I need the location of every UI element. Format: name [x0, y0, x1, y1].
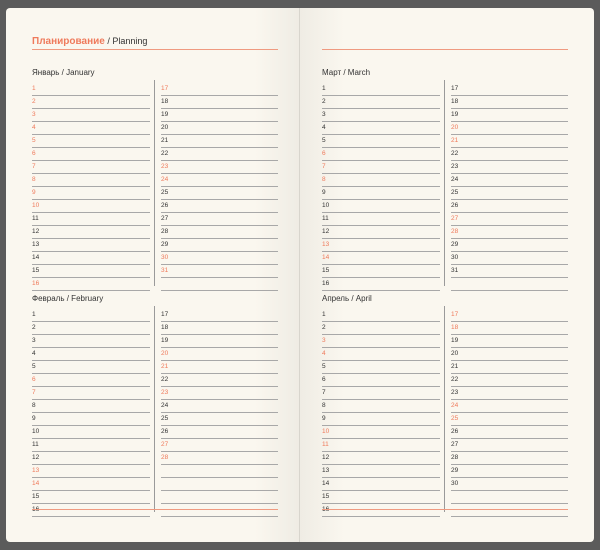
planner-day-row[interactable]	[451, 413, 568, 426]
day-number: 20	[161, 350, 169, 357]
planner-day-row[interactable]	[32, 226, 150, 239]
day-number: 28	[451, 228, 459, 235]
day-number: 4	[322, 124, 326, 131]
planner-day-row[interactable]	[32, 374, 150, 387]
day-column-1	[32, 83, 150, 291]
planner-day-row[interactable]	[161, 439, 278, 452]
day-number: 3	[322, 337, 326, 344]
planner-day-row[interactable]	[322, 439, 440, 452]
day-number: 3	[322, 111, 326, 118]
day-number: 25	[161, 189, 169, 196]
planner-day-row[interactable]	[32, 278, 150, 291]
day-number: 14	[32, 480, 40, 487]
planner-day-row[interactable]	[322, 504, 440, 517]
planner-day-row[interactable]	[32, 213, 150, 226]
planner-day-row[interactable]	[322, 387, 440, 400]
day-number: 5	[32, 363, 36, 370]
day-number: 27	[451, 215, 459, 222]
planner-day-row[interactable]	[161, 322, 278, 335]
day-number: 9	[322, 189, 326, 196]
day-number: 5	[322, 137, 326, 144]
day-number: 5	[32, 137, 36, 144]
planner-day-row[interactable]	[451, 135, 568, 148]
column-divider	[444, 80, 445, 286]
planner-day-row[interactable]	[322, 426, 440, 439]
planner-day-row[interactable]	[322, 348, 440, 361]
planner-day-row[interactable]	[161, 452, 278, 465]
day-number: 18	[451, 98, 459, 105]
planner-day-row[interactable]	[322, 83, 440, 96]
day-number: 22	[161, 150, 169, 157]
planner-day-row[interactable]	[161, 252, 278, 265]
planner-day-row[interactable]	[161, 109, 278, 122]
header-underline-left	[32, 49, 278, 50]
day-number: 4	[32, 124, 36, 131]
day-number: 9	[32, 189, 36, 196]
day-number: 2	[322, 324, 326, 331]
day-number: 26	[161, 428, 169, 435]
planner-day-row[interactable]	[322, 148, 440, 161]
planner-day-row[interactable]	[322, 491, 440, 504]
page-gutter	[299, 8, 300, 542]
day-number: 1	[32, 311, 36, 318]
planner-day-row[interactable]	[322, 96, 440, 109]
day-number: 6	[32, 376, 36, 383]
day-number: 23	[161, 163, 169, 170]
day-number: 18	[451, 324, 459, 331]
footer-line-right	[322, 509, 568, 510]
planner-day-row[interactable]	[451, 161, 568, 174]
day-number: 25	[451, 415, 459, 422]
planner-day-row[interactable]	[32, 265, 150, 278]
day-number: 13	[32, 241, 40, 248]
planner-day-row[interactable]	[451, 309, 568, 322]
planner-day-row[interactable]	[161, 213, 278, 226]
header-underline-right	[322, 49, 568, 50]
planner-day-row[interactable]	[322, 226, 440, 239]
planner-day-row[interactable]	[161, 278, 278, 291]
planner-day-row[interactable]	[32, 504, 150, 517]
planner-day-row[interactable]	[32, 439, 150, 452]
day-number: 30	[451, 254, 459, 261]
planner-day-row[interactable]	[32, 452, 150, 465]
day-number: 3	[32, 337, 36, 344]
day-number: 17	[451, 311, 459, 318]
day-number: 7	[32, 163, 36, 170]
planner-day-row[interactable]	[451, 278, 568, 291]
day-number: 1	[322, 311, 326, 318]
planner-day-row[interactable]	[161, 135, 278, 148]
planner-day-row[interactable]	[161, 348, 278, 361]
day-number: 9	[32, 415, 36, 422]
planner-day-row[interactable]	[451, 252, 568, 265]
day-number: 31	[161, 267, 169, 274]
planner-day-row[interactable]	[161, 161, 278, 174]
planner-day-row[interactable]	[161, 426, 278, 439]
planner-day-row[interactable]	[322, 200, 440, 213]
day-number: 10	[32, 202, 40, 209]
day-column-2	[161, 83, 278, 291]
planner-day-row[interactable]	[32, 465, 150, 478]
planner-day-row[interactable]	[322, 361, 440, 374]
planner-day-row[interactable]	[451, 83, 568, 96]
day-number: 8	[32, 402, 36, 409]
header-title: Планирование	[32, 36, 105, 47]
day-number: 12	[322, 228, 330, 235]
planner-day-row[interactable]	[32, 478, 150, 491]
planner-day-row[interactable]	[322, 413, 440, 426]
planner-day-row[interactable]	[322, 452, 440, 465]
day-number: 21	[161, 363, 169, 370]
day-number: 12	[32, 228, 40, 235]
day-number: 20	[161, 124, 169, 131]
day-number: 18	[161, 324, 169, 331]
planner-day-row[interactable]	[322, 135, 440, 148]
day-number: 12	[322, 454, 330, 461]
day-number: 17	[161, 85, 169, 92]
day-number: 13	[32, 467, 40, 474]
day-number: 29	[161, 241, 169, 248]
header-subtitle: / Planning	[107, 36, 148, 46]
planner-day-row[interactable]	[451, 478, 568, 491]
day-number: 12	[32, 454, 40, 461]
day-number: 1	[322, 85, 326, 92]
planner-day-row[interactable]	[32, 96, 150, 109]
planner-day-row[interactable]	[451, 213, 568, 226]
month-label: Март / March	[322, 68, 371, 77]
planner-day-row[interactable]	[161, 361, 278, 374]
day-number: 11	[32, 441, 39, 448]
planner-day-row[interactable]	[32, 161, 150, 174]
planner-day-row[interactable]	[451, 439, 568, 452]
column-divider	[154, 80, 155, 286]
day-number: 8	[322, 176, 326, 183]
day-number: 7	[322, 389, 326, 396]
page-header	[32, 36, 147, 47]
day-number: 24	[451, 402, 459, 409]
planner-day-row[interactable]	[451, 96, 568, 109]
day-column-2	[161, 309, 278, 517]
planner-day-row[interactable]	[161, 400, 278, 413]
day-column-1	[32, 309, 150, 517]
day-number: 26	[451, 428, 459, 435]
planner-day-row[interactable]	[451, 374, 568, 387]
month-label: Январь / January	[32, 68, 95, 77]
day-number: 5	[322, 363, 326, 370]
planner-day-row[interactable]	[451, 361, 568, 374]
day-number: 2	[322, 98, 326, 105]
day-number: 6	[322, 376, 326, 383]
planner-day-row[interactable]	[322, 174, 440, 187]
day-number: 27	[161, 215, 169, 222]
planner-day-row[interactable]	[451, 322, 568, 335]
day-number: 28	[451, 454, 459, 461]
planner-day-row[interactable]	[161, 83, 278, 96]
planner-day-row[interactable]	[451, 239, 568, 252]
planner-day-row[interactable]	[322, 239, 440, 252]
day-number: 16	[32, 280, 40, 287]
day-number: 22	[451, 376, 459, 383]
day-number: 22	[451, 150, 459, 157]
day-number: 4	[322, 350, 326, 357]
day-number: 29	[451, 467, 459, 474]
day-number: 15	[322, 493, 330, 500]
day-number: 15	[322, 267, 330, 274]
day-number: 10	[322, 202, 330, 209]
planner-day-row[interactable]	[32, 148, 150, 161]
planner-day-row[interactable]	[32, 135, 150, 148]
planner-day-row[interactable]	[161, 491, 278, 504]
planner-day-row[interactable]	[451, 465, 568, 478]
planner-day-row[interactable]	[322, 122, 440, 135]
day-number: 25	[451, 189, 459, 196]
planner-day-row[interactable]	[322, 187, 440, 200]
month-label: Февраль / February	[32, 294, 104, 303]
planner-day-row[interactable]	[322, 322, 440, 335]
day-number: 18	[161, 98, 169, 105]
day-number: 9	[322, 415, 326, 422]
planner-day-row[interactable]	[32, 387, 150, 400]
day-number: 26	[161, 202, 169, 209]
planner-day-row[interactable]	[161, 96, 278, 109]
day-column-2	[451, 309, 568, 517]
day-number: 15	[32, 493, 40, 500]
planner-day-row[interactable]	[451, 174, 568, 187]
planner-day-row[interactable]	[32, 187, 150, 200]
planner-day-row[interactable]	[322, 213, 440, 226]
day-number: 23	[451, 163, 459, 170]
planner-day-row[interactable]	[161, 374, 278, 387]
planner-day-row[interactable]	[161, 265, 278, 278]
day-number: 30	[161, 254, 169, 261]
planner-day-row[interactable]	[161, 239, 278, 252]
planner-day-row[interactable]	[32, 174, 150, 187]
planner-day-row[interactable]	[32, 400, 150, 413]
column-divider	[154, 306, 155, 512]
planner-day-row[interactable]	[451, 504, 568, 517]
day-number: 23	[451, 389, 459, 396]
planner-day-row[interactable]	[322, 252, 440, 265]
day-number: 13	[322, 467, 330, 474]
day-number: 17	[451, 85, 459, 92]
day-number: 19	[451, 337, 459, 344]
day-number: 10	[32, 428, 40, 435]
day-column-1	[322, 83, 440, 291]
day-number: 11	[322, 215, 329, 222]
day-number: 24	[161, 402, 169, 409]
planner-day-row[interactable]	[322, 278, 440, 291]
day-number: 6	[32, 150, 36, 157]
month-label: Апрель / April	[322, 294, 372, 303]
day-number: 28	[161, 454, 169, 461]
day-number: 17	[161, 311, 169, 318]
planner-day-row[interactable]	[451, 200, 568, 213]
planner-day-row[interactable]	[32, 239, 150, 252]
day-number: 26	[451, 202, 459, 209]
day-number: 16	[322, 280, 330, 287]
day-number: 8	[322, 402, 326, 409]
planner-day-row[interactable]	[161, 478, 278, 491]
day-number: 27	[451, 441, 459, 448]
day-number: 23	[161, 389, 169, 396]
planner-day-row[interactable]	[161, 122, 278, 135]
day-number: 3	[32, 111, 36, 118]
day-number: 14	[32, 254, 40, 261]
footer-line-left	[32, 509, 278, 510]
day-number: 19	[161, 337, 169, 344]
day-number: 25	[161, 415, 169, 422]
day-number: 28	[161, 228, 169, 235]
day-number: 7	[32, 389, 36, 396]
planner-day-row[interactable]	[32, 109, 150, 122]
day-number: 24	[451, 176, 459, 183]
day-number: 19	[451, 111, 459, 118]
planner-day-row[interactable]	[451, 400, 568, 413]
planner-day-row[interactable]	[451, 348, 568, 361]
planner-day-row[interactable]	[451, 122, 568, 135]
planner-day-row[interactable]	[161, 387, 278, 400]
day-number: 24	[161, 176, 169, 183]
planner-day-row[interactable]	[451, 452, 568, 465]
planner-day-row[interactable]	[451, 426, 568, 439]
planner-day-row[interactable]	[322, 465, 440, 478]
day-number: 8	[32, 176, 36, 183]
planner-day-row[interactable]	[32, 491, 150, 504]
day-number: 2	[32, 98, 36, 105]
planner-day-row[interactable]	[161, 200, 278, 213]
day-number: 27	[161, 441, 169, 448]
planner-day-row[interactable]	[32, 252, 150, 265]
day-number: 29	[451, 241, 459, 248]
planner-day-row[interactable]	[32, 122, 150, 135]
column-divider	[444, 306, 445, 512]
planner-day-row[interactable]	[161, 504, 278, 517]
planner-day-row[interactable]	[161, 174, 278, 187]
day-number: 20	[451, 124, 459, 131]
planner-day-row[interactable]	[161, 226, 278, 239]
planner-day-row[interactable]	[32, 348, 150, 361]
day-number: 31	[451, 267, 459, 274]
planner-day-row[interactable]	[451, 148, 568, 161]
day-number: 21	[451, 363, 459, 370]
day-number: 1	[32, 85, 36, 92]
planner-day-row[interactable]	[32, 335, 150, 348]
planner-day-row[interactable]	[32, 426, 150, 439]
day-number: 13	[322, 241, 330, 248]
planner-day-row[interactable]	[451, 226, 568, 239]
planner-day-row[interactable]	[322, 335, 440, 348]
day-number: 14	[322, 254, 330, 261]
day-number: 30	[451, 480, 459, 487]
day-number: 15	[32, 267, 40, 274]
day-number: 14	[322, 480, 330, 487]
day-number: 19	[161, 111, 169, 118]
day-number: 11	[322, 441, 329, 448]
planner-day-row[interactable]	[451, 335, 568, 348]
planner-day-row[interactable]	[32, 309, 150, 322]
planner-day-row[interactable]	[322, 109, 440, 122]
planner-day-row[interactable]	[322, 161, 440, 174]
planner-day-row[interactable]	[32, 322, 150, 335]
day-number: 10	[322, 428, 330, 435]
planner-day-row[interactable]	[451, 109, 568, 122]
planner-day-row[interactable]	[322, 374, 440, 387]
planner-day-row[interactable]	[322, 265, 440, 278]
planner-day-row[interactable]	[451, 187, 568, 200]
planner-day-row[interactable]	[161, 465, 278, 478]
planner-day-row[interactable]	[451, 265, 568, 278]
day-number: 21	[451, 137, 459, 144]
planner-day-row[interactable]	[451, 491, 568, 504]
planner-day-row[interactable]	[161, 309, 278, 322]
planner-day-row[interactable]	[161, 187, 278, 200]
planner-day-row[interactable]	[32, 361, 150, 374]
planner-day-row[interactable]	[32, 413, 150, 426]
day-number: 11	[32, 215, 39, 222]
planner-day-row[interactable]	[322, 400, 440, 413]
day-number: 4	[32, 350, 36, 357]
day-column-2	[451, 83, 568, 291]
planner-day-row[interactable]	[161, 148, 278, 161]
planner-day-row[interactable]	[322, 478, 440, 491]
day-number: 2	[32, 324, 36, 331]
day-number: 6	[322, 150, 326, 157]
day-number: 22	[161, 376, 169, 383]
planner-day-row[interactable]	[322, 309, 440, 322]
planner-day-row[interactable]	[161, 335, 278, 348]
planner-day-row[interactable]	[161, 413, 278, 426]
day-number: 20	[451, 350, 459, 357]
planner-day-row[interactable]	[32, 200, 150, 213]
day-number: 7	[322, 163, 326, 170]
day-number: 21	[161, 137, 169, 144]
day-column-1	[322, 309, 440, 517]
planner-day-row[interactable]	[32, 83, 150, 96]
planner-day-row[interactable]	[451, 387, 568, 400]
